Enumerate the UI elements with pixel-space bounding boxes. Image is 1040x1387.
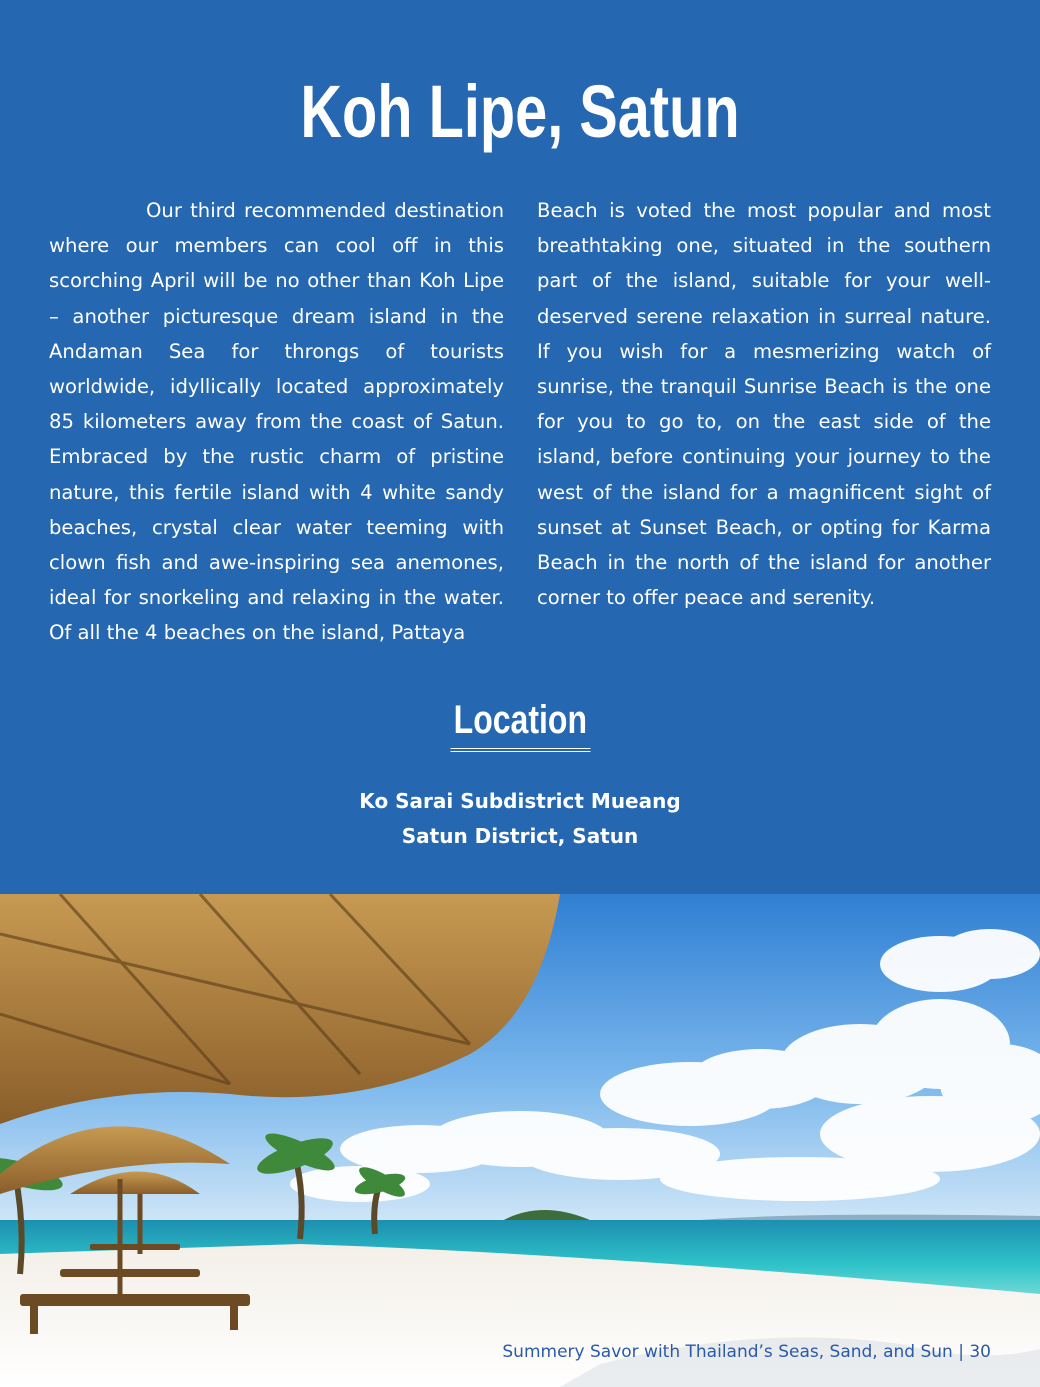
location-heading (0, 694, 1040, 752)
location-address (0, 784, 1040, 854)
address-line-1: Ko Sarai Subdistrict Mueang (359, 789, 681, 813)
beach-photo (0, 894, 1040, 1387)
article-paragraph-left: Our third recommended destination where our members can cool off in this scorching April will be no other than Koh Lipe – another picturesque dream island in the Andaman Sea for throngs of tourists worldwide, idyllically located approximately 85 kilometers away from the coast of Satun. Embraced by the rustic charm of pristine nature, this fertile island with 4 white sandy beaches, crystal clear water teeming with clown fish and awe-inspiring sea anemones, ideal for snorkeling and relaxing in the water. Of all the 4 beaches on the island, Pattaya (49, 199, 504, 645)
page-footer: Summery Savor with Thailand’s Seas, Sand, and Sun | 30 (502, 1342, 991, 1362)
address-line-2: Satun District, Satun (401, 824, 639, 848)
page-title: Koh Lipe, Satun (300, 70, 740, 153)
article-paragraph-right: Beach is voted the most popular and most breathtaking one, situated in the southern part of the island, suitable for your well-deserved serene relaxation in surreal nature. If you wish for a mesmerizing watch of sunrise, the tranquil Sunrise Beach is the one for you to go to, on the east side of the island, before continuing your journey to the west of the island for a magnificent sight of sunset at Sunset Beach, or opting for Karma Beach in the north of the island for another corner to offer peace and serenity. (537, 199, 991, 610)
location-heading-text: Location (450, 694, 590, 752)
article-column-right (537, 193, 991, 615)
article-column-left (49, 193, 504, 651)
